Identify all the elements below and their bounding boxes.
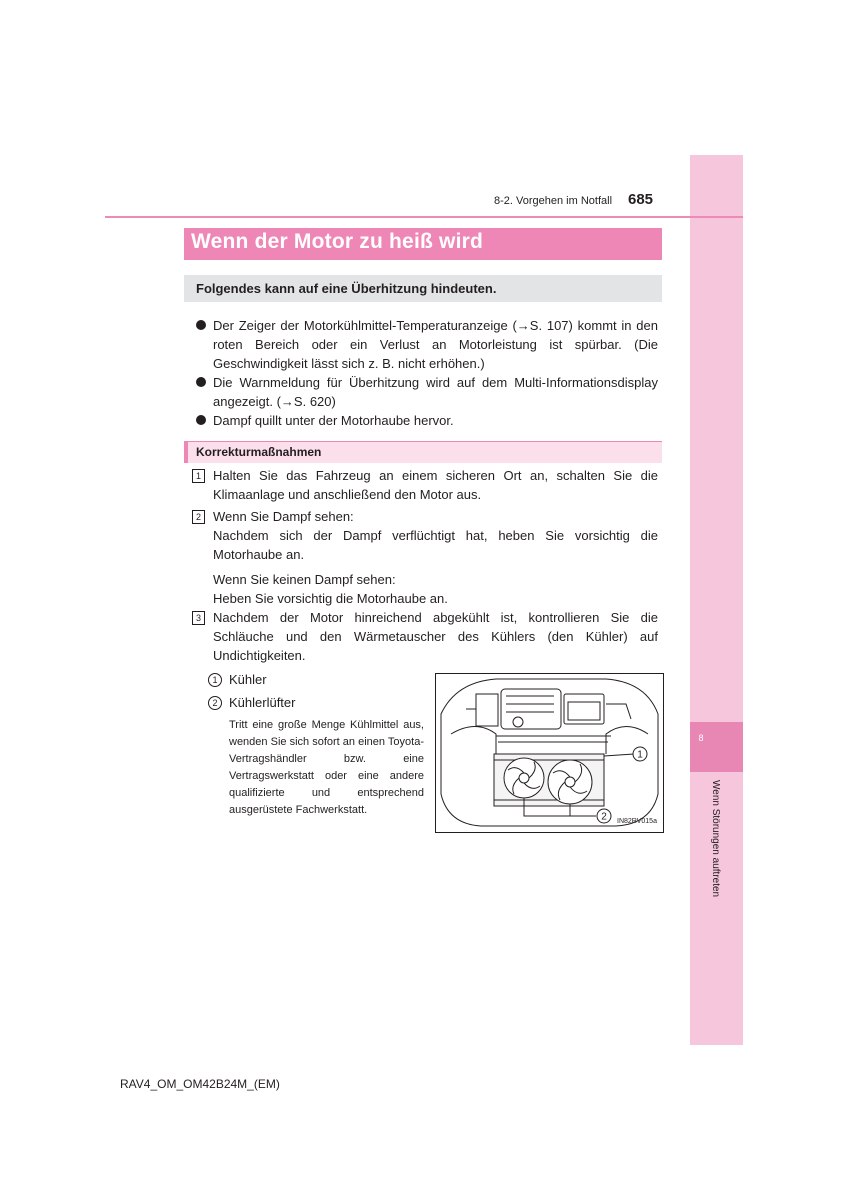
legend-label: Kühlerlüfter <box>229 695 296 710</box>
step-2 <box>192 507 658 608</box>
page-number: 685 <box>628 191 654 208</box>
page-title: Wenn der Motor zu heiß wird <box>191 230 484 253</box>
step-text: Wenn Sie keinen Dampf sehen: <box>213 572 396 587</box>
callout-number: 1 <box>208 673 222 687</box>
side-chapter-tab <box>690 155 743 1045</box>
step-number-box: 3 <box>192 611 205 625</box>
header-rule <box>105 216 743 218</box>
bullet-icon <box>196 415 206 425</box>
step-number-box: 2 <box>192 510 205 524</box>
side-chapter-number: 8 <box>698 733 704 743</box>
callout-2-label: 2 <box>601 811 607 823</box>
bullet-icon <box>196 377 206 387</box>
symptom-list <box>196 316 658 430</box>
footer-document-code: RAV4_OM_OM42B24M_(EM) <box>120 1077 280 1091</box>
legend-item-radiator <box>208 670 267 689</box>
intro-text: Folgendes kann auf eine Überhitzung hindeuten. <box>196 281 497 296</box>
legend-item-fan <box>208 693 295 712</box>
list-item: Der Zeiger der Motorkühlmittel-Temperaturanzeige (→S. 107) kommt in den roten Bereich oder ein Verlust an Motorleistung ist spürbar. (Die Geschwindigkeit lässt sich z. B. nicht erhöhen.) <box>196 316 658 373</box>
list-item: Die Warnmeldung für Überhitzung wird auf dem Multi-Informationsdisplay angezeigt. (→S. 620) <box>196 373 658 411</box>
engine-figure <box>435 673 664 833</box>
subsection-title: Korrekturmaßnahmen <box>196 445 322 459</box>
legend-label: Kühler <box>229 672 267 687</box>
step-text: Halten Sie das Fahrzeug an einem sicheren Ort an, schalten Sie die Klimaanlage und anschließend den Motor aus. <box>213 468 658 502</box>
side-chapter-marker <box>690 722 743 772</box>
side-chapter-title: Wenn Störungen auftreten <box>710 780 721 898</box>
callout-number: 2 <box>208 696 222 710</box>
bullet-icon <box>196 320 206 330</box>
engine-illustration <box>436 674 663 832</box>
step-1 <box>192 466 658 504</box>
step-text: Heben Sie vorsichtig die Motorhaube an. <box>213 591 448 606</box>
figure-code: IN82RV015a <box>617 818 657 825</box>
step-text: Nachdem der Motor hinreichend abgekühlt ist, kontrollieren Sie die Schläuche und den Wärmetauscher des Kühlers (den Kühler) auf Undichtigkeiten. <box>213 610 658 663</box>
list-item: Dampf quillt unter der Motorhaube hervor. <box>196 411 658 430</box>
warning-note: Tritt eine große Menge Kühlmittel aus, wenden Sie sich sofort an einen Toyota-Vertragshändler bzw. eine Vertragswerkstatt oder eine andere qualifizierte und entsprechend ausgerüstete Fachwerkstatt. <box>229 719 424 816</box>
step-text: Wenn Sie Dampf sehen: <box>213 509 354 524</box>
callout-1-label: 1 <box>637 749 643 761</box>
section-reference: 8-2. Vorgehen im Notfall <box>494 195 613 207</box>
step-text: Nachdem sich der Dampf verflüchtigt hat, heben Sie vorsichtig die Motorhaube an. <box>213 528 658 562</box>
step-3 <box>192 608 658 665</box>
subsection-marker <box>184 441 188 463</box>
step-number-box: 1 <box>192 469 205 483</box>
